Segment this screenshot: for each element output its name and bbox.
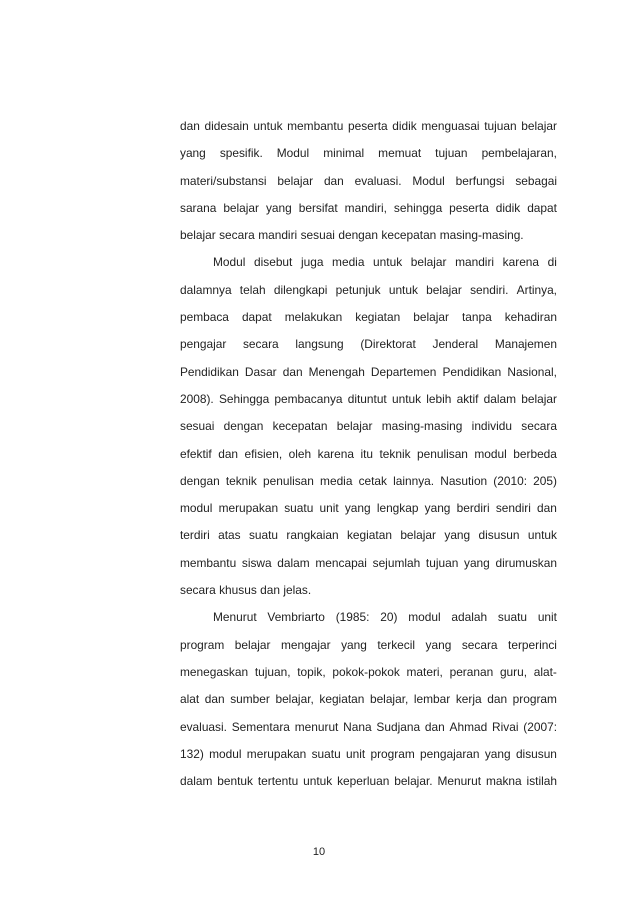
text-line: efektif dan efisien, oleh karena itu teknik penulisan modul berbeda: [180, 446, 557, 461]
text-line: Modul disebut juga media untuk belajar mandiri karena di: [213, 255, 557, 270]
text-line: materi/substansi belajar dan evaluasi. Modul berfungsi sebagai: [180, 173, 557, 188]
text-line: yang spesifik. Modul minimal memuat tujuan pembelajaran,: [180, 146, 557, 161]
text-line: pengajar secara langsung (Direktorat Jenderal Manajemen: [180, 337, 557, 352]
text-line: program belajar mengajar yang terkecil yang secara terperinci: [180, 637, 557, 652]
text-line: 2008). Sehingga pembacanya dituntut untuk lebih aktif dalam belajar: [180, 391, 557, 406]
text-line: dalamnya telah dilengkapi petunjuk untuk belajar sendiri. Artinya,: [180, 282, 557, 297]
text-line: membantu siswa dalam mencapai sejumlah tujuan yang dirumuskan: [180, 555, 557, 570]
text-line: belajar secara mandiri sesuai dengan kecepatan masing-masing.: [180, 228, 524, 243]
text-line: sarana belajar yang bersifat mandiri, sehingga peserta didik dapat: [180, 200, 557, 215]
body-text: [180, 116, 557, 798]
text-line: 132) modul merupakan suatu unit program pengajaran yang disusun: [180, 746, 557, 761]
text-line: pembaca dapat melakukan kegiatan belajar tanpa kehadiran: [180, 310, 557, 325]
text-line: menegaskan tujuan, topik, pokok-pokok materi, peranan guru, alat-: [180, 664, 557, 679]
text-line: dalam bentuk tertentu untuk keperluan belajar. Menurut makna istilah: [180, 774, 557, 789]
text-line: dengan teknik penulisan media cetak lainnya. Nasution (2010: 205): [180, 473, 557, 488]
text-line: alat dan sumber belajar, kegiatan belajar, lembar kerja dan program: [180, 692, 557, 707]
text-line: sesuai dengan kecepatan belajar masing-masing individu secara: [180, 419, 557, 434]
text-line: Pendidikan Dasar dan Menengah Departemen Pendidikan Nasional,: [180, 364, 557, 379]
text-line: secara khusus dan jelas.: [180, 583, 312, 598]
text-line: dan didesain untuk membantu peserta didik menguasai tujuan belajar: [180, 119, 557, 133]
text-line: modul merupakan suatu unit yang lengkap yang berdiri sendiri dan: [180, 501, 557, 516]
page-number: 10: [312, 846, 326, 858]
text-line: Menurut Vembriarto (1985: 20) modul adalah suatu unit: [213, 610, 557, 625]
text-line: terdiri atas suatu rangkaian kegiatan belajar yang disusun untuk: [180, 528, 557, 543]
text-line: evaluasi. Sementara menurut Nana Sudjana dan Ahmad Rivai (2007:: [180, 719, 557, 734]
